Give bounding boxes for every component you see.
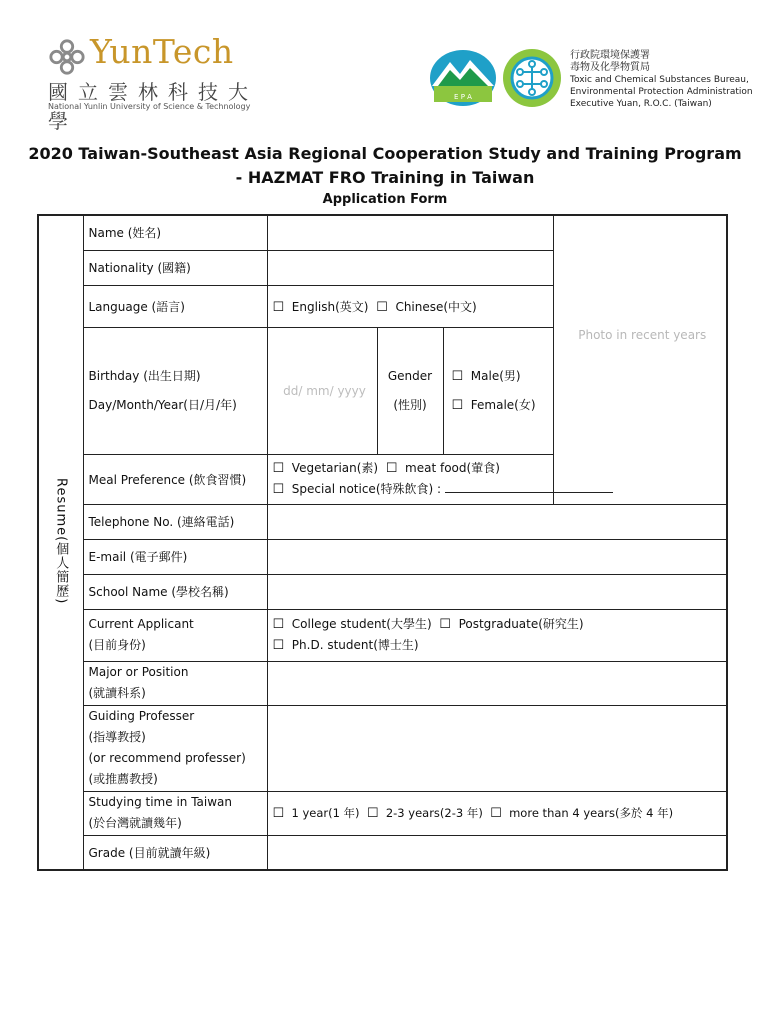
language-label: Language (語言) — [83, 285, 267, 327]
checkbox-icon[interactable]: ☐ — [451, 368, 464, 384]
special-notice-option[interactable]: ☐ Special notice(特殊飲食) : — [273, 479, 727, 500]
name-field[interactable] — [267, 215, 553, 250]
application-form — [37, 214, 728, 871]
checkbox-icon[interactable]: ☐ — [366, 806, 379, 821]
grade-field[interactable] — [267, 835, 727, 870]
college-option[interactable]: ☐ College student(大學生) — [272, 617, 432, 632]
female-option[interactable]: ☐ Female(女) — [451, 397, 536, 413]
logo-english-name: National Yunlin University of Science & Technology — [48, 102, 251, 111]
photo-box[interactable]: Photo in recent years — [553, 215, 727, 504]
page-title: 2020 Taiwan-Southeast Asia Regional Cooperation Study and Training Program - HAZMAT FRO Training in Taiwan — [28, 144, 742, 187]
grade-label: Grade (目前就讀年級) — [83, 835, 267, 870]
professor-field[interactable] — [267, 705, 727, 791]
flower-icon — [48, 38, 86, 76]
checkbox-icon[interactable]: ☐ — [385, 461, 398, 476]
birthday-field[interactable]: dd/ mm/ yyyy — [267, 327, 377, 454]
male-option[interactable]: ☐ Male(男) — [451, 368, 521, 384]
english-option[interactable]: ☐ English(英文) — [272, 299, 369, 315]
school-field[interactable] — [267, 574, 727, 609]
logo-name: YunTech — [90, 32, 234, 71]
professor-label: Guiding Professer (指導教授) (or recommend professer) (或推薦教授) — [83, 705, 267, 791]
time-2-option[interactable]: ☐ 2-3 years(2-3 年) — [366, 806, 483, 821]
epa-logo — [428, 48, 498, 108]
gender-label: Gender (性別) — [377, 327, 443, 454]
yuntech-logo — [48, 32, 268, 133]
checkbox-icon[interactable]: ☐ — [272, 299, 285, 315]
page-header — [0, 0, 770, 133]
phd-option[interactable]: ☐ Ph.D. student(博士生) — [272, 638, 419, 653]
chemical-bureau-logo — [500, 48, 564, 108]
email-label: E-mail (電子郵件) — [83, 539, 267, 574]
nationality-label: Nationality (國籍) — [83, 250, 267, 285]
applicant-label: Current Applicant (目前身份) — [83, 609, 267, 661]
checkbox-icon[interactable]: ☐ — [439, 617, 451, 632]
checkbox-icon[interactable]: ☐ — [272, 806, 285, 821]
epa-label: E P A — [454, 93, 472, 101]
checkbox-icon[interactable]: ☐ — [272, 461, 285, 476]
language-options — [267, 285, 553, 327]
checkbox-icon[interactable]: ☐ — [272, 638, 285, 653]
email-field[interactable] — [267, 539, 727, 574]
checkbox-icon[interactable]: ☐ — [272, 482, 285, 497]
applicant-options — [267, 609, 727, 661]
gender-options — [443, 327, 553, 454]
logo-chinese-name: 國立雲林科技大學 — [48, 80, 258, 133]
postgraduate-option[interactable]: ☐ Postgraduate(研究生) — [439, 617, 584, 632]
meal-label: Meal Preference (飲食習慣) — [83, 454, 267, 504]
telephone-label: Telephone No. (連絡電話) — [83, 504, 267, 539]
major-label: Major or Position (就讀科系) — [83, 661, 267, 705]
vegetarian-option[interactable]: ☐ Vegetarian(素) — [272, 461, 379, 476]
special-notice-line[interactable] — [445, 483, 613, 493]
form-subtitle: Application Form — [322, 192, 448, 207]
meal-options — [267, 454, 727, 504]
name-label: Name (姓名) — [83, 215, 267, 250]
telephone-field[interactable] — [267, 504, 727, 539]
school-label: School Name (學校名稱) — [83, 574, 267, 609]
agency-name: 行政院環境保護署 毒物及化學物質局 Toxic and Chemical Substances Bureau, Environmental Protection Administration Executive Yuan, R.O.C. (Taiwan) — [570, 50, 753, 109]
time-3-option[interactable]: ☐ more than 4 years(多於 4 年) — [490, 806, 674, 821]
time-1-option[interactable]: ☐ 1 year(1 年) — [272, 806, 360, 821]
birthday-label: Birthday (出生日期) Day/Month/Year(日/月/年) — [83, 327, 267, 454]
meat-option[interactable]: ☐ meat food(葷食) — [385, 461, 500, 476]
checkbox-icon[interactable]: ☐ — [376, 299, 388, 315]
resume-side-label: Resume(個人簡歷) — [38, 215, 83, 870]
chinese-option[interactable]: ☐ Chinese(中文) — [376, 299, 477, 315]
checkbox-icon[interactable]: ☐ — [272, 617, 285, 632]
nationality-field[interactable] — [267, 250, 553, 285]
checkbox-icon[interactable]: ☐ — [451, 397, 464, 413]
studying-time-label: Studying time in Taiwan (於台灣就讀幾年) — [83, 791, 267, 835]
studying-time-options — [267, 791, 727, 835]
checkbox-icon[interactable]: ☐ — [490, 806, 502, 821]
major-field[interactable] — [267, 661, 727, 705]
